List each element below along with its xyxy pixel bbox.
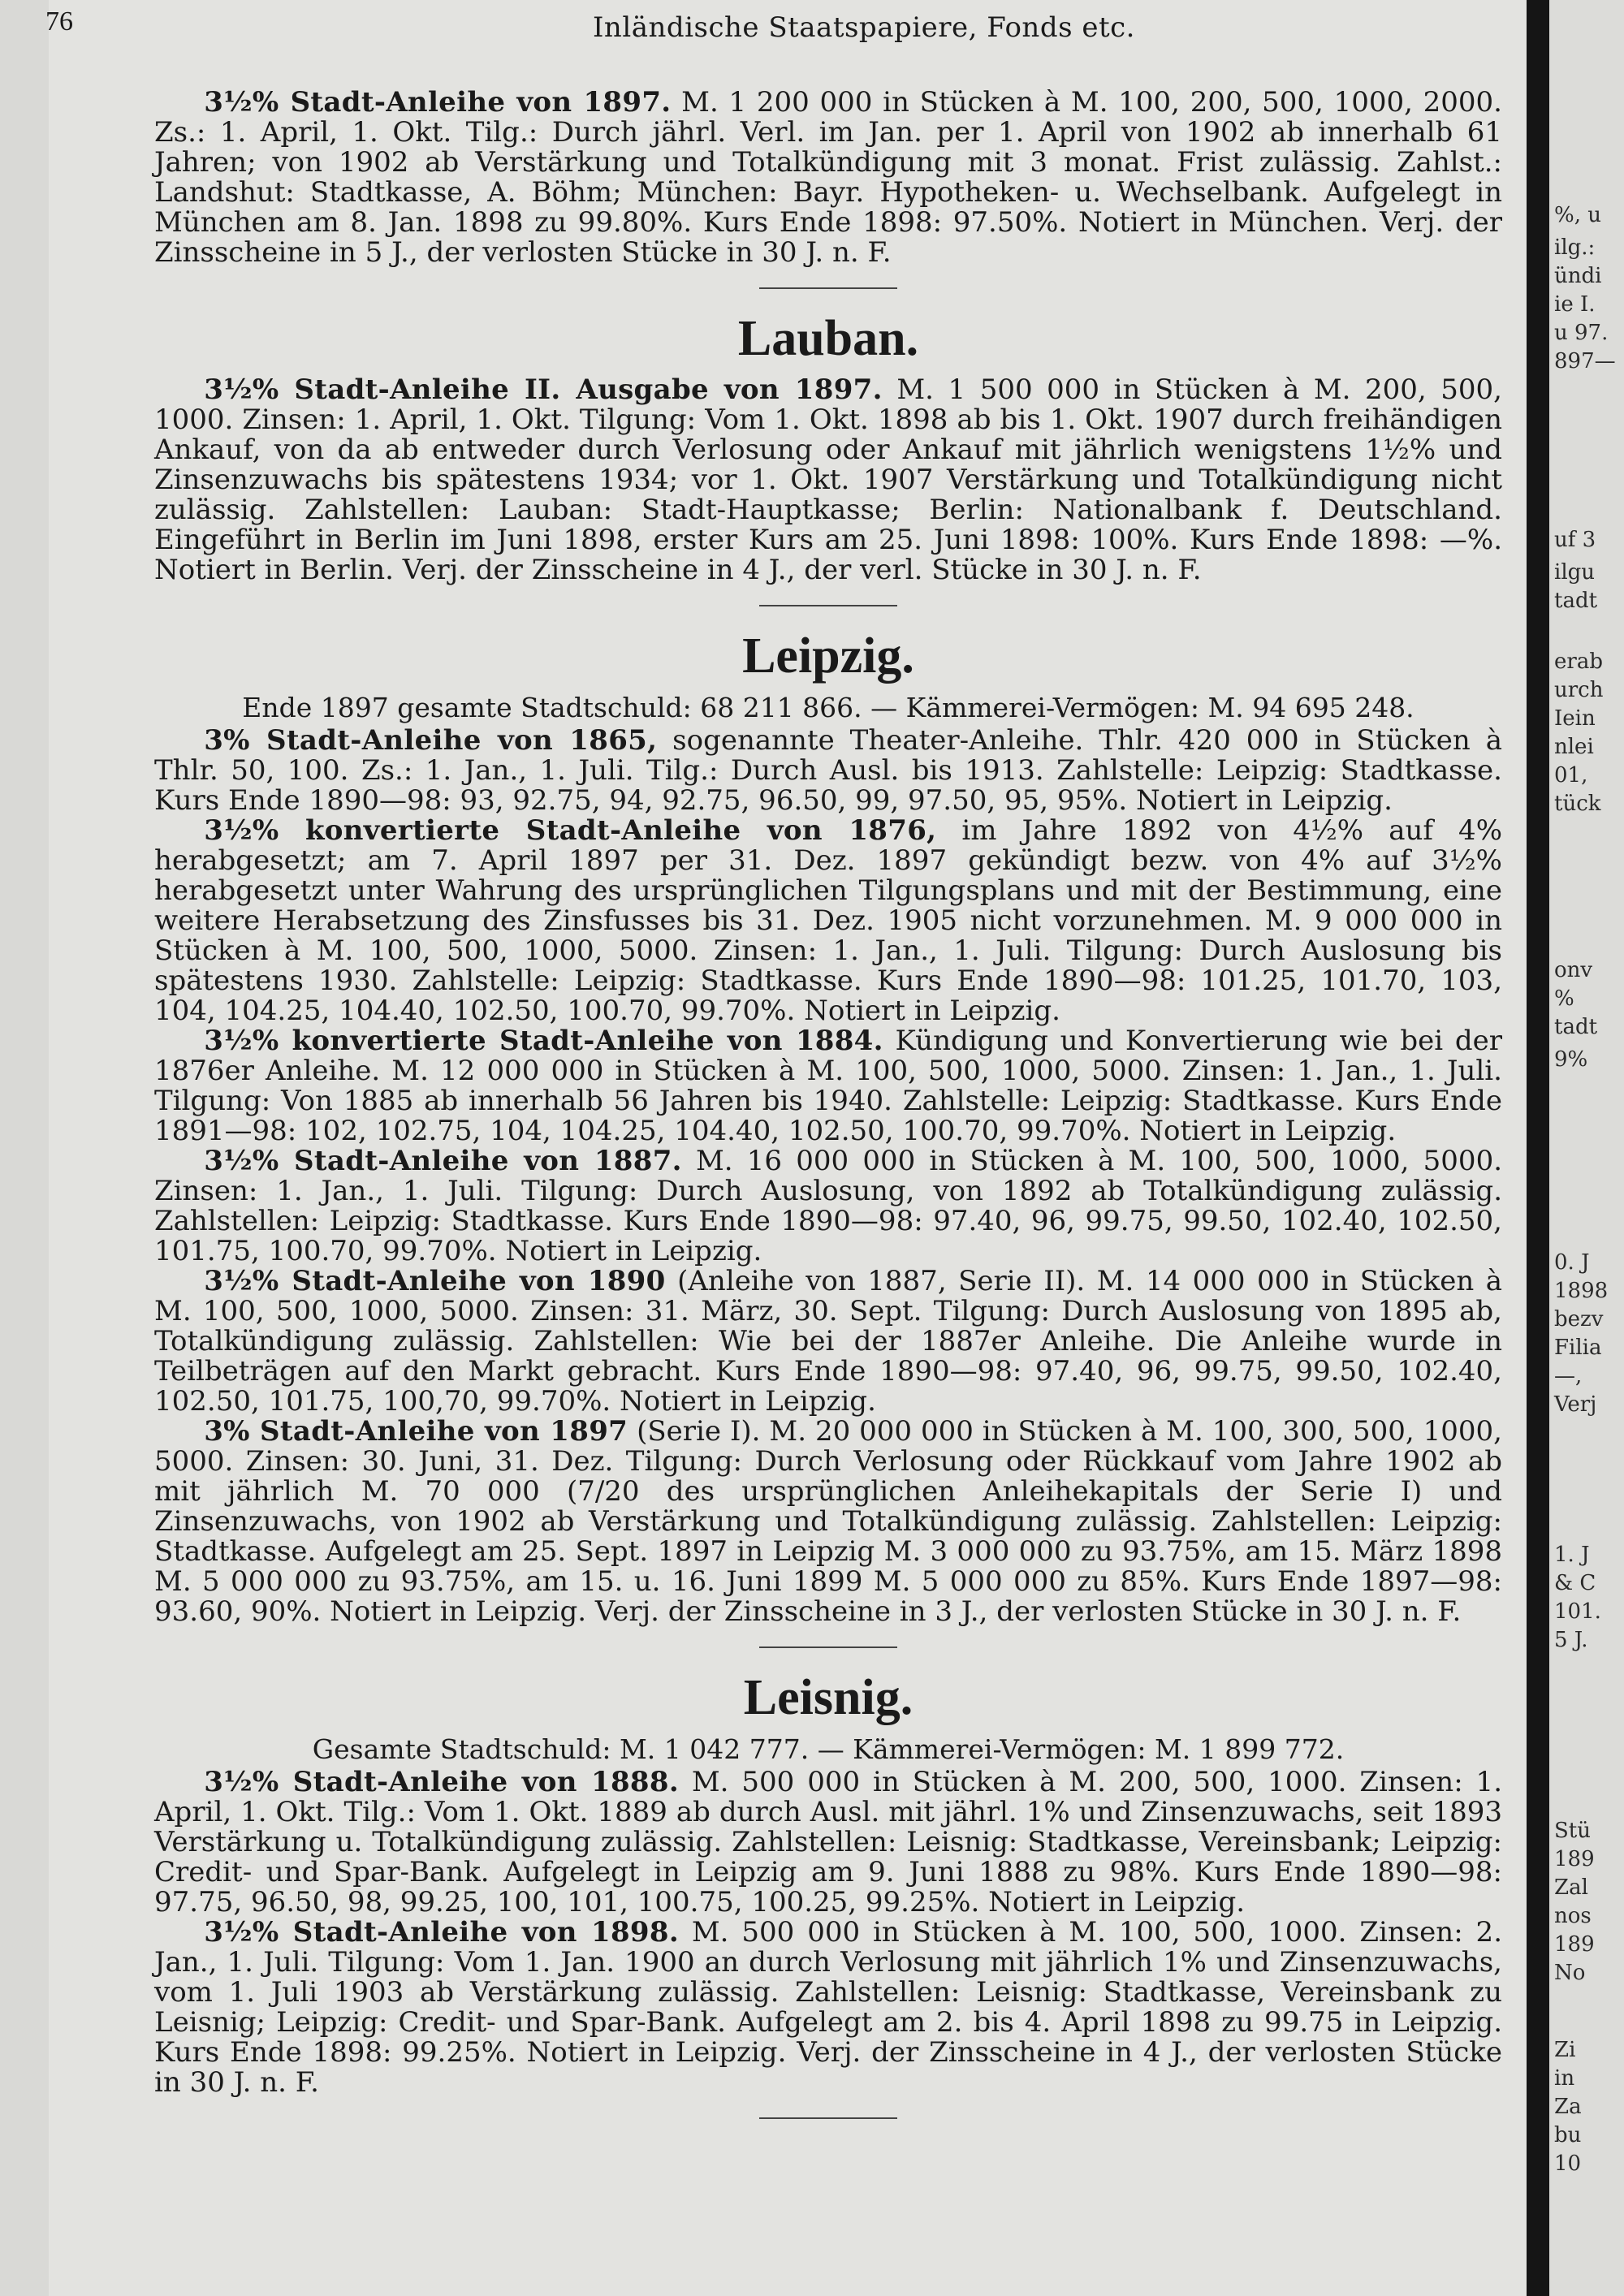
bond-details: M. 1 500 000 in Stücken à M. 200, 500, 1000. Zinsen: 1. April, 1. Okt. Tilgung: Vom 1. Okt. 1898 ab bis 1. Okt. 1907 durch freihändigen Ankauf, von da ab entweder durch Verlosung oder Ankauf mit jährlich wenigstens 1½% und Zinsenzuwachs bis spätestens 1934; vor 1. Okt. 1907 Verstärkung und Totalkündigung nicht zulässig. Zahlstellen: Lauban: Stadt-Hauptkasse; Berlin: Nationalbank f. Deutschland. Eingeführt in Berlin im Juni 1898, erster Kurs am 25. Juni 1898: 100%. Kurs Ende 1898: —%. Notiert in Berlin. Verj. der Zinsscheine in 4 J., der verl. Stücke in 30 J. n. F. [154, 373, 1502, 586]
adjacent-page-fragment: ilgu [1554, 560, 1596, 585]
bond-entry [154, 726, 1502, 816]
adjacent-page-fragment: onv [1554, 958, 1593, 982]
bond-details: M. 500 000 in Stücken à M. 200, 500, 1000. Zinsen: 1. April, 1. Okt. Tilg.: Vom 1. Okt. 1889 ab durch Ausl. mit jährl. 1% und Zinsenzuwachs, seit 1893 Verstärkung u. Totalkündigung zulässig. Zahlstellen: Leisnig: Stadtkasse, Vereinsbank; Leipzig: Credit- und Spar-Bank. Aufgelegt in Leipzig am 9. Juni 1888 zu 98%. Kurs Ende 1890—98: 97.75, 96.50, 98, 99.25, 100, 101, 100.75, 100.25, 99.25%. Notiert in Leipzig. [154, 1766, 1502, 1918]
bond-details: sogenannte Theater-Anleihe. Thlr. 420 000 in Stücken à Thlr. 50, 100. Zs.: 1. Jan., 1. Juli. Tilg.: Durch Ausl. bis 1913. Zahlstelle: Leipzig: Stadtkasse. Kurs Ende 1890—98: 93, 92.75, 94, 92.75, 96.50, 99, 97.50, 95, 95%. Notiert in Leipzig. [154, 724, 1503, 817]
adjacent-page-fragment: tadt [1554, 589, 1598, 613]
adjacent-page-fragment: 897— [1554, 349, 1616, 373]
bond-entry [154, 1767, 1502, 1918]
adjacent-page-fragment: 01, [1554, 763, 1588, 788]
bond-details: M. 500 000 in Stücken à M. 100, 500, 1000. Zinsen: 2. Jan., 1. Juli. Tilgung: Vom 1. Jan. 1900 an durch Verlosung mit jährlich 1% und Zinsenzuwachs, vom 1. Juli 1903 ab Verstärkung zulässig. Zahlstellen: Leisnig: Stadtkasse, Vereinsbank zu Leisnig; Leipzig: Credit- und Spar-Bank. Aufgelegt am 2. bis 4. April 1898 zu 99.75 in Leipzig. Kurs Ende 1898: 99.25%. Notiert in Leipzig. Verj. der Zinsscheine in 4 J., der verlosten Stücke in 30 J. n. F. [154, 1916, 1502, 2099]
adjacent-page-fragment: % [1554, 986, 1574, 1011]
adjacent-page-fragment: 1. J [1554, 1543, 1590, 1567]
bond-title: 3½% konvertierte Stadt-Anleihe von 1884. [204, 1025, 883, 1057]
bond-title: 3½% Stadt-Anleihe II. Ausgabe von 1897. [204, 373, 883, 406]
bond-title: 3½% Stadt-Anleihe von 1897. [204, 86, 672, 119]
bond-title: 3% Stadt-Anleihe von 1865, [204, 724, 658, 757]
adjacent-page-fragment: 5 J. [1554, 1628, 1588, 1652]
city-heading-leipzig: Leipzig. [742, 628, 914, 684]
bond-details: Kündigung und Konvertierung wie bei der 1876er Anleihe. M. 12 000 000 in Stücken à M. 100, 500, 1000, 5000. Zinsen: 1. Jan., 1. Juli. Tilgung: Von 1885 ab innerhalb 56 Jahren bis 1940. Zahlstelle: Leipzig: Stadtkasse. Kurs Ende 1891—98: 102, 102.75, 104, 104.25, 104.40, 102.50, 100.70, 99.70%. Notiert in Leipzig. [154, 1025, 1502, 1147]
bond-title: 3% Stadt-Anleihe von 1897 [204, 1415, 628, 1448]
adjacent-page-fragment: —, [1554, 1364, 1583, 1388]
adjacent-page-fragment: bu [1554, 2123, 1582, 2147]
bond-entry [154, 1417, 1502, 1627]
section-divider [759, 2117, 897, 2119]
bond-details: M. 16 000 000 in Stücken à M. 100, 500, 1000, 5000. Zinsen: 1. Jan., 1. Juli. Tilgung: Durch Auslosung, von 1892 ab Totalkündigung zulässig. Zahlstellen: Leipzig: Stadtkasse. Kurs Ende 1890—98: 97.40, 96, 99.75, 99.50, 102.40, 102.50, 101.75, 100.70, 99.70%. Notiert in Leipzig. [154, 1145, 1503, 1267]
section-divider [759, 1646, 897, 1648]
bond-entry [154, 1918, 1502, 2098]
adjacent-page-fragment: tadt [1554, 1015, 1598, 1039]
section-divider [759, 605, 897, 606]
bond-details: (Serie I). M. 20 000 000 in Stücken à M. 100, 300, 500, 1000, 5000. Zinsen: 30. Juni, 31. Dez. Tilgung: Durch Verlosung oder Rückkauf vom Jahre 1902 ab mit jährlich M. 70 000 (7/20 des ursprünglichen Anleihekapitals der Serie I) und Zinsenzuwachs, von 1902 ab Verstärkung und Totalkündigung zulässig. Zahlstellen: Leipzig: Stadtkasse. Aufgelegt am 25. Sept. 1897 in Leipzig M. 3 000 000 zu 93.75%, am 15. März 1898 M. 5 000 000 zu 93.75%, am 15. u. 16. Juni 1899 M. 5 000 000 zu 85%. Kurs Ende 1897—98: 93.60, 90%. Notiert in Leipzig. Verj. der Zinsscheine in 3 J., der verlosten Stücke in 30 J. n. F. [154, 1415, 1502, 1628]
adjacent-page-fragment: 9% [1554, 1047, 1588, 1072]
adjacent-page-fragment: in [1554, 2066, 1575, 2091]
adjacent-page-fragment: 0. J [1554, 1250, 1590, 1275]
book-gutter [1527, 0, 1549, 2296]
adjacent-page-strip [1549, 0, 1624, 2296]
bond-details: M. 1 200 000 in Stücken à M. 100, 200, 500, 1000, 2000. Zs.: 1. April, 1. Okt. Tilg.: Durch jährl. Verl. im Jan. per 1. April von 1902 ab innerhalb 61 Jahren; von 1902 ab Verstärkung und Totalkündigung mit 3 monat. Frist zulässig. Zahlst.: Landshut: Stadtkasse, A. Böhm; München: Bayr. Hypotheken- u. Wechselbank. Aufgelegt in München am 8. Jan. 1898 zu 99.80%. Kurs Ende 1898: 97.50%. Notiert in München. Verj. der Zinsscheine in 5 J., der verlosten Stücke in 30 J. n. F. [154, 86, 1502, 269]
adjacent-page-fragment: Filia [1554, 1336, 1602, 1360]
bond-title: 3½% Stadt-Anleihe von 1887. [204, 1145, 682, 1177]
adjacent-page-fragment: ilg.: [1554, 235, 1596, 260]
bond-entry [154, 816, 1502, 1026]
adjacent-page-fragment: u 97. [1554, 321, 1609, 345]
city-debt-summary: Ende 1897 gesamte Stadtschuld: 68 211 866. — Kämmerei-Vermögen: M. 94 695 248. [242, 692, 1415, 723]
adjacent-page-fragment: ündi [1554, 264, 1602, 288]
adjacent-page-fragment: %, u [1554, 203, 1601, 227]
adjacent-page-fragment: urch [1554, 678, 1604, 702]
bond-entry [154, 1026, 1502, 1146]
bond-entry [154, 1267, 1502, 1417]
page-number: 76 [45, 6, 73, 37]
bond-title: 3½% Stadt-Anleihe von 1888. [204, 1766, 679, 1798]
adjacent-page-fragment: erab [1554, 650, 1603, 674]
adjacent-page-fragment: 189 [1554, 1847, 1595, 1871]
bond-entry [154, 1146, 1502, 1267]
adjacent-page-fragment: bezv [1554, 1307, 1604, 1331]
bond-title: 3½% Stadt-Anleihe von 1898. [204, 1916, 679, 1949]
adjacent-page-fragment: uf 3 [1554, 528, 1596, 552]
bond-details: im Jahre 1892 von 4½% auf 4% herabgesetzt; am 7. April 1897 per 31. Dez. 1897 gekündigt bezw. von 4% auf 3½% herabgesetzt unter Wahrung des ursprünglichen Tilgungsplans und mit der Bestimmung, eine weitere Herabsetzung des Zinsfusses bis 31. Dez. 1905 nicht vorzunehmen. M. 9 000 000 in Stücken à M. 100, 500, 1000, 5000. Zinsen: 1. Jan., 1. Juli. Tilgung: Durch Auslosung bis spätestens 1930. Zahlstelle: Leipzig: Stadtkasse. Kurs Ende 1890—98: 101.25, 101.70, 103, 104, 104.25, 104.40, 102.50, 100.70, 99.70%. Notiert in Leipzig. [154, 814, 1502, 1027]
adjacent-page-fragment: 189 [1554, 1932, 1595, 1957]
adjacent-page-fragment: No [1554, 1961, 1586, 1985]
adjacent-page-fragment: Stü [1554, 1819, 1592, 1843]
adjacent-page-fragment: 1898 [1554, 1279, 1609, 1303]
adjacent-page-fragment: Verj [1554, 1392, 1597, 1417]
adjacent-page-fragment: ie I. [1554, 292, 1596, 317]
page-content [154, 88, 1502, 2130]
city-heading-lauban: Lauban. [737, 311, 919, 366]
adjacent-page-fragment: Iein [1554, 706, 1596, 731]
adjacent-page-fragment: Zal [1554, 1875, 1588, 1900]
adjacent-page-fragment: Za [1554, 2095, 1582, 2119]
city-debt-summary: Gesamte Stadtschuld: M. 1 042 777. — Kämmerei-Vermögen: M. 1 899 772. [312, 1733, 1345, 1765]
bond-entry [154, 375, 1502, 585]
adjacent-page-fragment: nlei [1554, 735, 1594, 759]
bond-title: 3½% Stadt-Anleihe von 1890 [204, 1265, 666, 1297]
bond-title: 3½% konvertierte Stadt-Anleihe von 1876, [204, 814, 937, 847]
city-heading-leisnig: Leisnig. [743, 1670, 914, 1725]
section-divider [759, 287, 897, 289]
adjacent-page-fragment: nos [1554, 1904, 1592, 1928]
bond-details: (Anleihe von 1887, Serie II). M. 14 000 000 in Stücken à M. 100, 500, 1000, 5000. Zinsen: 31. März, 30. Sept. Tilgung: Durch Auslosung von 1895 ab, Totalkündigung zulässig. Zahlstellen: Wie bei der 1887er Anleihe. Die Anleihe wurde in Teilbeträgen auf den Markt gebracht. Kurs Ende 1890—98: 97.40, 96, 99.75, 99.50, 102.40, 102.50, 101.75, 100,70, 99.70%. Notiert in Leipzig. [154, 1265, 1502, 1418]
running-title: Inländische Staatspapiere, Fonds etc. [593, 11, 1135, 44]
bond-entry [154, 88, 1502, 268]
adjacent-page-fragment: tück [1554, 792, 1601, 816]
adjacent-page-fragment: 10 [1554, 2151, 1582, 2176]
adjacent-page-fragment: 101. [1554, 1599, 1601, 1624]
adjacent-page-fragment: Zi [1554, 2038, 1576, 2062]
adjacent-page-fragment: & C [1554, 1571, 1596, 1595]
